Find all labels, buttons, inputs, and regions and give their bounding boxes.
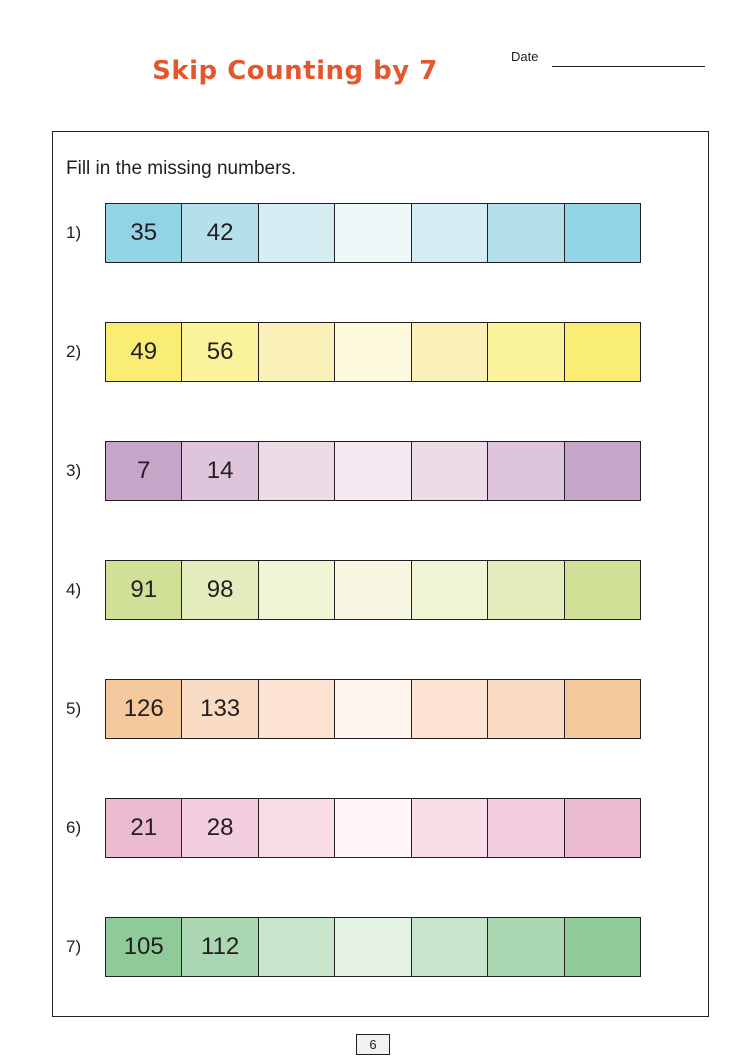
given-number-box: 91 [106, 561, 182, 619]
instruction-text: Fill in the missing numbers. [66, 158, 297, 179]
answer-box[interactable] [565, 323, 640, 381]
row-number-label: 3) [66, 461, 82, 480]
row-number-label: 2) [66, 342, 82, 361]
answer-box[interactable] [259, 442, 335, 500]
exercise-row [0, 798, 750, 860]
answer-box[interactable] [412, 442, 488, 500]
exercise-row [0, 560, 750, 622]
answer-box[interactable] [565, 204, 640, 262]
answer-box[interactable] [259, 799, 335, 857]
row-number-label: 1) [66, 223, 82, 242]
given-number-box: 7 [106, 442, 182, 500]
given-number-box: 56 [182, 323, 258, 381]
answer-box[interactable] [488, 442, 564, 500]
number-boxes [105, 441, 641, 501]
given-number-box: 49 [106, 323, 182, 381]
answer-box[interactable] [488, 323, 564, 381]
answer-box[interactable] [565, 918, 640, 976]
answer-box[interactable] [335, 918, 411, 976]
row-number-label: 6) [66, 818, 82, 837]
answer-box[interactable] [488, 680, 564, 738]
given-number-box: 112 [182, 918, 258, 976]
exercise-row [0, 441, 750, 503]
answer-box[interactable] [259, 680, 335, 738]
given-number-box: 98 [182, 561, 258, 619]
given-number-box: 35 [106, 204, 182, 262]
given-number-box: 126 [106, 680, 182, 738]
given-number-box: 105 [106, 918, 182, 976]
page-number: 6 [356, 1034, 390, 1055]
date-line [552, 66, 705, 67]
row-number-label: 5) [66, 699, 82, 718]
given-number-box: 21 [106, 799, 182, 857]
answer-box[interactable] [412, 918, 488, 976]
exercise-row [0, 322, 750, 384]
answer-box[interactable] [335, 204, 411, 262]
given-number-box: 42 [182, 204, 258, 262]
answer-box[interactable] [335, 442, 411, 500]
answer-box[interactable] [259, 561, 335, 619]
answer-box[interactable] [565, 561, 640, 619]
given-number-box: 133 [182, 680, 258, 738]
answer-box[interactable] [488, 799, 564, 857]
answer-box[interactable] [259, 323, 335, 381]
answer-box[interactable] [335, 680, 411, 738]
answer-box[interactable] [259, 204, 335, 262]
answer-box[interactable] [488, 204, 564, 262]
given-number-box: 14 [182, 442, 258, 500]
worksheet-title: Skip Counting by 7 [152, 56, 438, 86]
answer-box[interactable] [565, 680, 640, 738]
answer-box[interactable] [412, 204, 488, 262]
exercise-row [0, 679, 750, 741]
answer-box[interactable] [335, 323, 411, 381]
number-boxes [105, 203, 641, 263]
exercise-row [0, 203, 750, 265]
number-boxes [105, 679, 641, 739]
row-number-label: 7) [66, 937, 82, 956]
date-label: Date [511, 49, 539, 64]
answer-box[interactable] [488, 561, 564, 619]
given-number-box: 28 [182, 799, 258, 857]
answer-box[interactable] [412, 323, 488, 381]
number-boxes [105, 322, 641, 382]
number-boxes [105, 917, 641, 977]
answer-box[interactable] [488, 918, 564, 976]
answer-box[interactable] [412, 799, 488, 857]
answer-box[interactable] [335, 799, 411, 857]
answer-box[interactable] [412, 680, 488, 738]
answer-box[interactable] [565, 799, 640, 857]
answer-box[interactable] [259, 918, 335, 976]
answer-box[interactable] [565, 442, 640, 500]
exercise-row [0, 917, 750, 979]
answer-box[interactable] [412, 561, 488, 619]
number-boxes [105, 798, 641, 858]
answer-box[interactable] [335, 561, 411, 619]
number-boxes [105, 560, 641, 620]
row-number-label: 4) [66, 580, 82, 599]
